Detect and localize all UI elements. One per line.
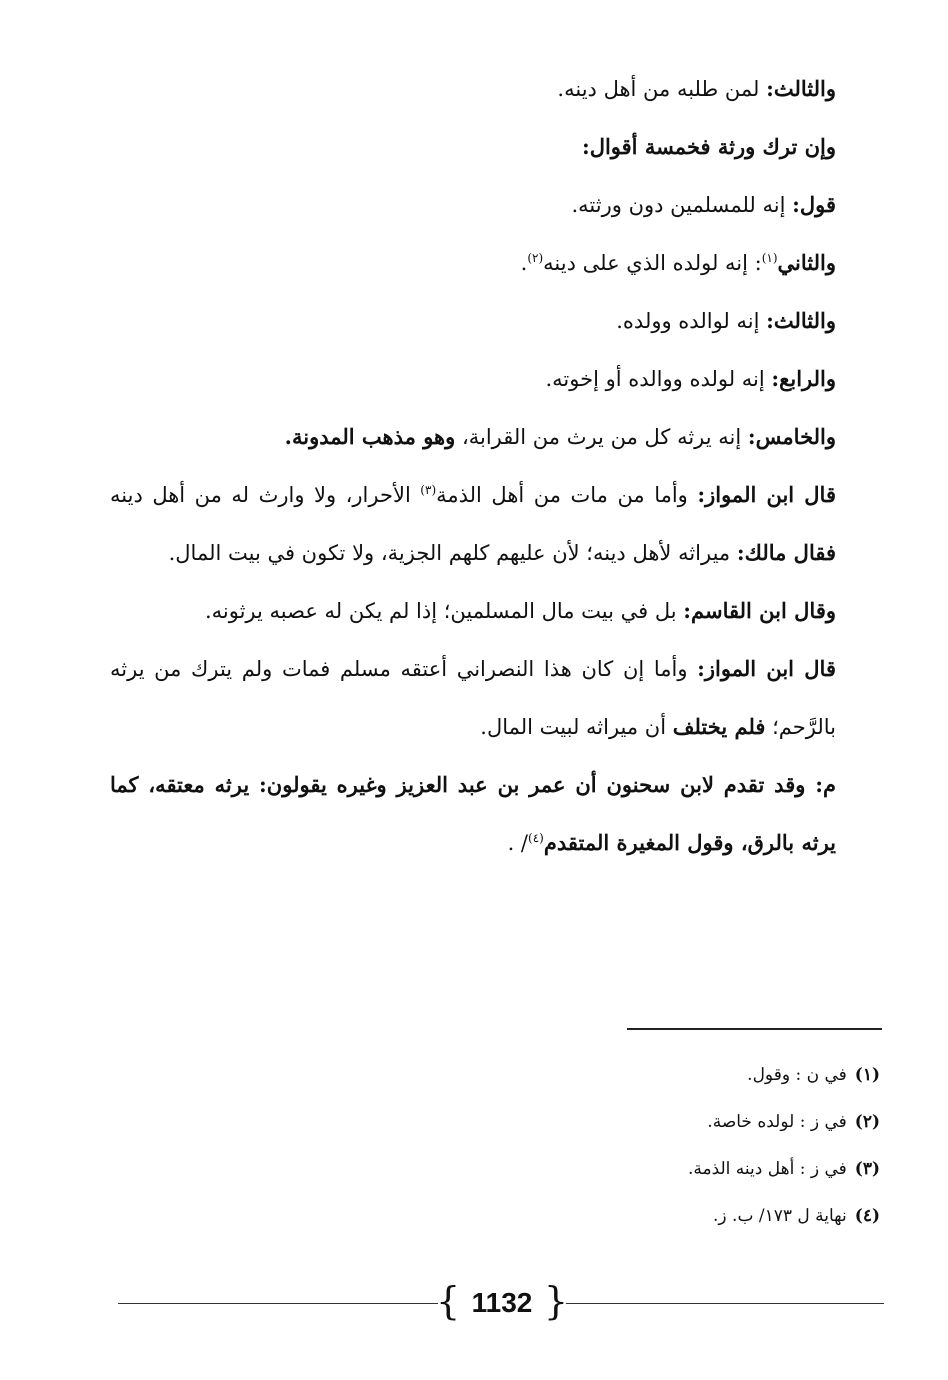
- page-number-value: 1132: [471, 1287, 533, 1318]
- paragraph-7: [110, 408, 836, 466]
- footnote-number: (٢): [854, 1112, 880, 1132]
- paragraph-tail-2: ميراثه لأهل دينه؛ لأن عليهم كلهم الجزية، ولا تكون في بيت المال.: [168, 541, 737, 565]
- paragraph-lead: وإن ترك ورثة فخمسة أقوال:: [581, 134, 836, 159]
- footnote-text: في ن : وقول.: [747, 1065, 847, 1085]
- paragraph-tail: .: [520, 251, 528, 275]
- paragraph-tail: / .: [507, 831, 529, 855]
- footnote-text: في ز : لولده خاصة.: [707, 1112, 847, 1132]
- footnote-1: [400, 1052, 880, 1099]
- paragraph-lead: قال ابن المواز:: [697, 482, 836, 507]
- footnote-separator: [627, 1028, 882, 1030]
- paragraph-text: لمن طلبه من أهل دينه.: [557, 77, 767, 101]
- page-number: [436, 1279, 568, 1323]
- paragraph-2: [110, 118, 836, 176]
- body-text: [110, 60, 836, 872]
- paragraph-lead: قول:: [792, 192, 836, 217]
- footer-rule-right: [566, 1303, 884, 1304]
- footnote-mark: (٤): [528, 831, 544, 845]
- footnote-mark: (١): [761, 251, 778, 265]
- paragraph-1: [110, 60, 836, 118]
- paragraph-tail: أن ميراثه لبيت المال.: [480, 715, 673, 739]
- footnote-mark: (٢): [527, 251, 544, 265]
- paragraph-lead: والثالث:: [766, 308, 836, 333]
- footnote-text: نهاية ل ١٧٣/ ب. ز.: [713, 1206, 847, 1226]
- paragraph-lead: والثالث:: [766, 76, 836, 101]
- paragraph-8: [110, 466, 836, 582]
- paragraph-lead: والرابع:: [771, 366, 836, 391]
- paragraph-10: [110, 640, 836, 756]
- paragraph-lead: قال ابن المواز:: [697, 656, 836, 681]
- paragraph-text: إنه يرثه كل من يرث من القرابة،: [455, 425, 748, 449]
- paragraph-text: بل في بيت مال المسلمين؛ إذا لم يكن له عصبه يرثونه.: [204, 599, 684, 623]
- paragraph-text: إنه للمسلمين دون ورثته.: [571, 193, 793, 217]
- paragraph-4: [110, 234, 836, 292]
- footnote-3: [400, 1146, 880, 1193]
- footnote-number: (١): [854, 1065, 880, 1085]
- paragraph-text: : إنه لولده الذي على دينه: [543, 251, 762, 275]
- paragraph-text: وقد تقدم لابن سحنون أن عمر بن عبد العزيز وغيره يقولون: يرثه معتقه، كما يرثه بالرق، وقول المغيرة المتقدم: [110, 772, 836, 855]
- paragraph-text: وأما إن كان هذا النصراني أعتقه مسلم فمات ولم يترك من يرثه بالرَّحم؛: [110, 657, 836, 739]
- paragraph-6: [110, 350, 836, 408]
- paragraph-lead: م:: [815, 772, 836, 797]
- paragraph-lead: وقال ابن القاسم:: [683, 598, 836, 623]
- paragraph-tail: الأحرار، ولا وارث له من أهل دينه: [110, 483, 421, 507]
- paragraph-text: إنه لوالده وولده.: [616, 309, 767, 333]
- footer-rule-left: [118, 1303, 438, 1304]
- footnotes: [400, 1052, 880, 1240]
- footnote-number: (٣): [854, 1159, 880, 1179]
- paragraph-lead-2: فقال مالك:: [736, 540, 836, 565]
- paragraph-bold-tail: وهو مذهب المدونة.: [284, 424, 456, 449]
- paragraph-lead: والخامس:: [747, 424, 836, 449]
- footnote-text: في ز : أهل دينه الذمة.: [687, 1159, 847, 1179]
- brace-left: {: [436, 1279, 461, 1323]
- paragraph-11: [110, 756, 836, 872]
- paragraph-text: إنه لولده ووالده أو إخوته.: [545, 367, 772, 391]
- paragraph-5: [110, 292, 836, 350]
- footnote-2: [400, 1099, 880, 1146]
- paragraph-3: [110, 176, 836, 234]
- paragraph-bold-tail: فلم يختلف: [672, 714, 766, 739]
- footnote-4: [400, 1193, 880, 1240]
- footnote-mark: (٣): [420, 483, 437, 497]
- paragraph-lead: والثاني: [777, 250, 836, 275]
- footnote-number: (٤): [854, 1206, 880, 1226]
- paragraph-text: وأما من مات من أهل الذمة: [436, 483, 698, 507]
- paragraph-9: [110, 582, 836, 640]
- brace-right: }: [543, 1279, 568, 1323]
